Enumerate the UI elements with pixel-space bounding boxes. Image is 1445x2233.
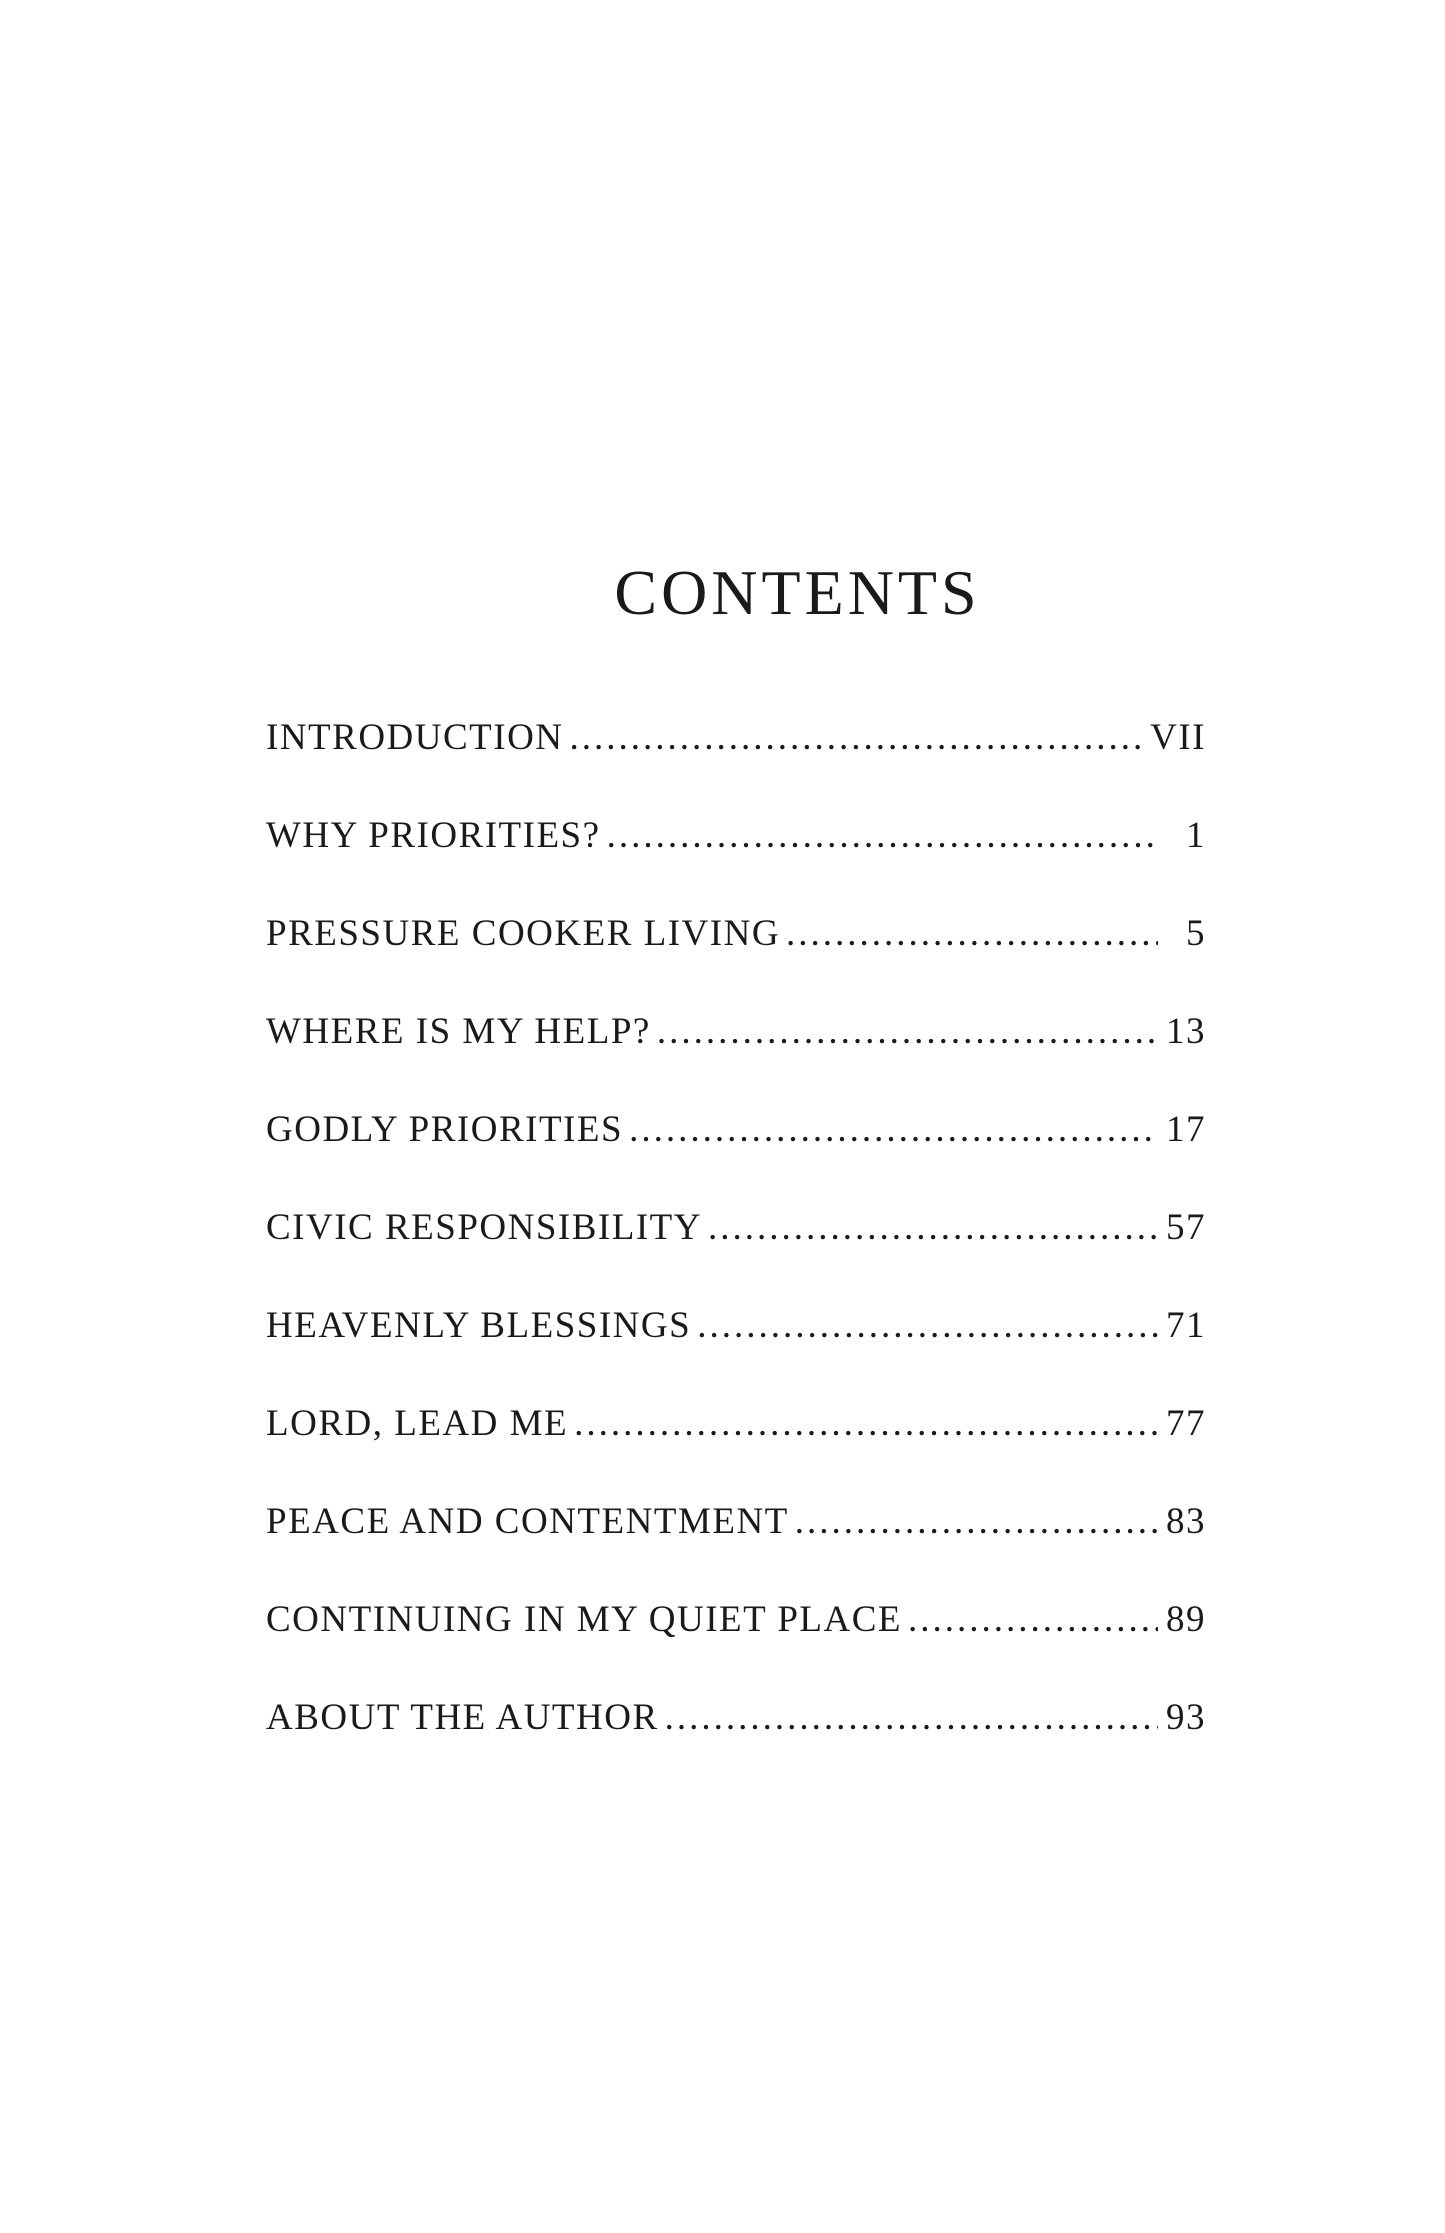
toc-entry-page: 57 (1166, 1207, 1206, 1248)
toc-entry-page: 17 (1166, 1109, 1206, 1150)
dot-leader (607, 814, 1158, 857)
toc-entry-label: PEACE AND CONTENTMENT (266, 1501, 789, 1542)
toc-entry-where-is-my-help[interactable] (266, 1010, 1206, 1108)
toc-entry-lord-lead-me[interactable] (266, 1402, 1206, 1500)
toc-entry-page: 5 (1186, 913, 1206, 954)
toc-entry-why-priorities[interactable] (266, 814, 1206, 912)
toc-entry-page: 93 (1166, 1697, 1206, 1738)
dot-leader (786, 912, 1158, 955)
toc-entry-page: VII (1150, 717, 1206, 758)
toc-entry-label: CIVIC RESPONSIBILITY (266, 1207, 702, 1248)
toc-entry-label: ABOUT THE AUTHOR (266, 1697, 659, 1738)
dot-leader (708, 1206, 1158, 1249)
toc-entry-about-the-author[interactable] (266, 1696, 1206, 1794)
toc-entry-label: LORD, LEAD ME (266, 1403, 569, 1444)
toc-entry-page: 71 (1166, 1305, 1206, 1346)
toc-entry-godly-priorities[interactable] (266, 1108, 1206, 1206)
dot-leader (629, 1108, 1158, 1151)
toc-entry-heavenly-blessings[interactable] (266, 1304, 1206, 1402)
toc-entry-label: GODLY PRIORITIES (266, 1109, 624, 1150)
toc-entry-label: PRESSURE COOKER LIVING (266, 913, 781, 954)
toc-entry-peace-and-contentment[interactable] (266, 1500, 1206, 1598)
page-title: CONTENTS (614, 557, 981, 628)
toc-entry-continuing-in-my-quiet-place[interactable] (266, 1598, 1206, 1696)
toc-entry-page: 83 (1166, 1501, 1206, 1542)
toc-entry-introduction[interactable] (266, 716, 1206, 814)
toc-entry-page: 77 (1166, 1403, 1206, 1444)
toc-entry-label: HEAVENLY BLESSINGS (266, 1305, 692, 1346)
dot-leader (908, 1598, 1158, 1641)
toc-entry-page: 1 (1186, 815, 1206, 856)
dot-leader (657, 1010, 1158, 1053)
toc-entry-label: CONTINUING IN MY QUIET PLACE (266, 1599, 903, 1640)
toc-entry-civic-responsibility[interactable] (266, 1206, 1206, 1304)
toc-entry-label: WHY PRIORITIES? (266, 815, 601, 856)
toc-entry-label: WHERE IS MY HELP? (266, 1011, 651, 1052)
dot-leader (795, 1500, 1158, 1543)
dot-leader (574, 1402, 1158, 1445)
toc-entry-label: INTRODUCTION (266, 717, 564, 758)
dot-leader (665, 1696, 1158, 1739)
dot-leader (570, 716, 1145, 759)
toc-entry-page: 89 (1166, 1599, 1206, 1640)
toc-entry-page: 13 (1166, 1011, 1206, 1052)
dot-leader (697, 1304, 1158, 1347)
toc-entry-pressure-cooker-living[interactable] (266, 912, 1206, 1010)
table-of-contents (266, 716, 1206, 1794)
